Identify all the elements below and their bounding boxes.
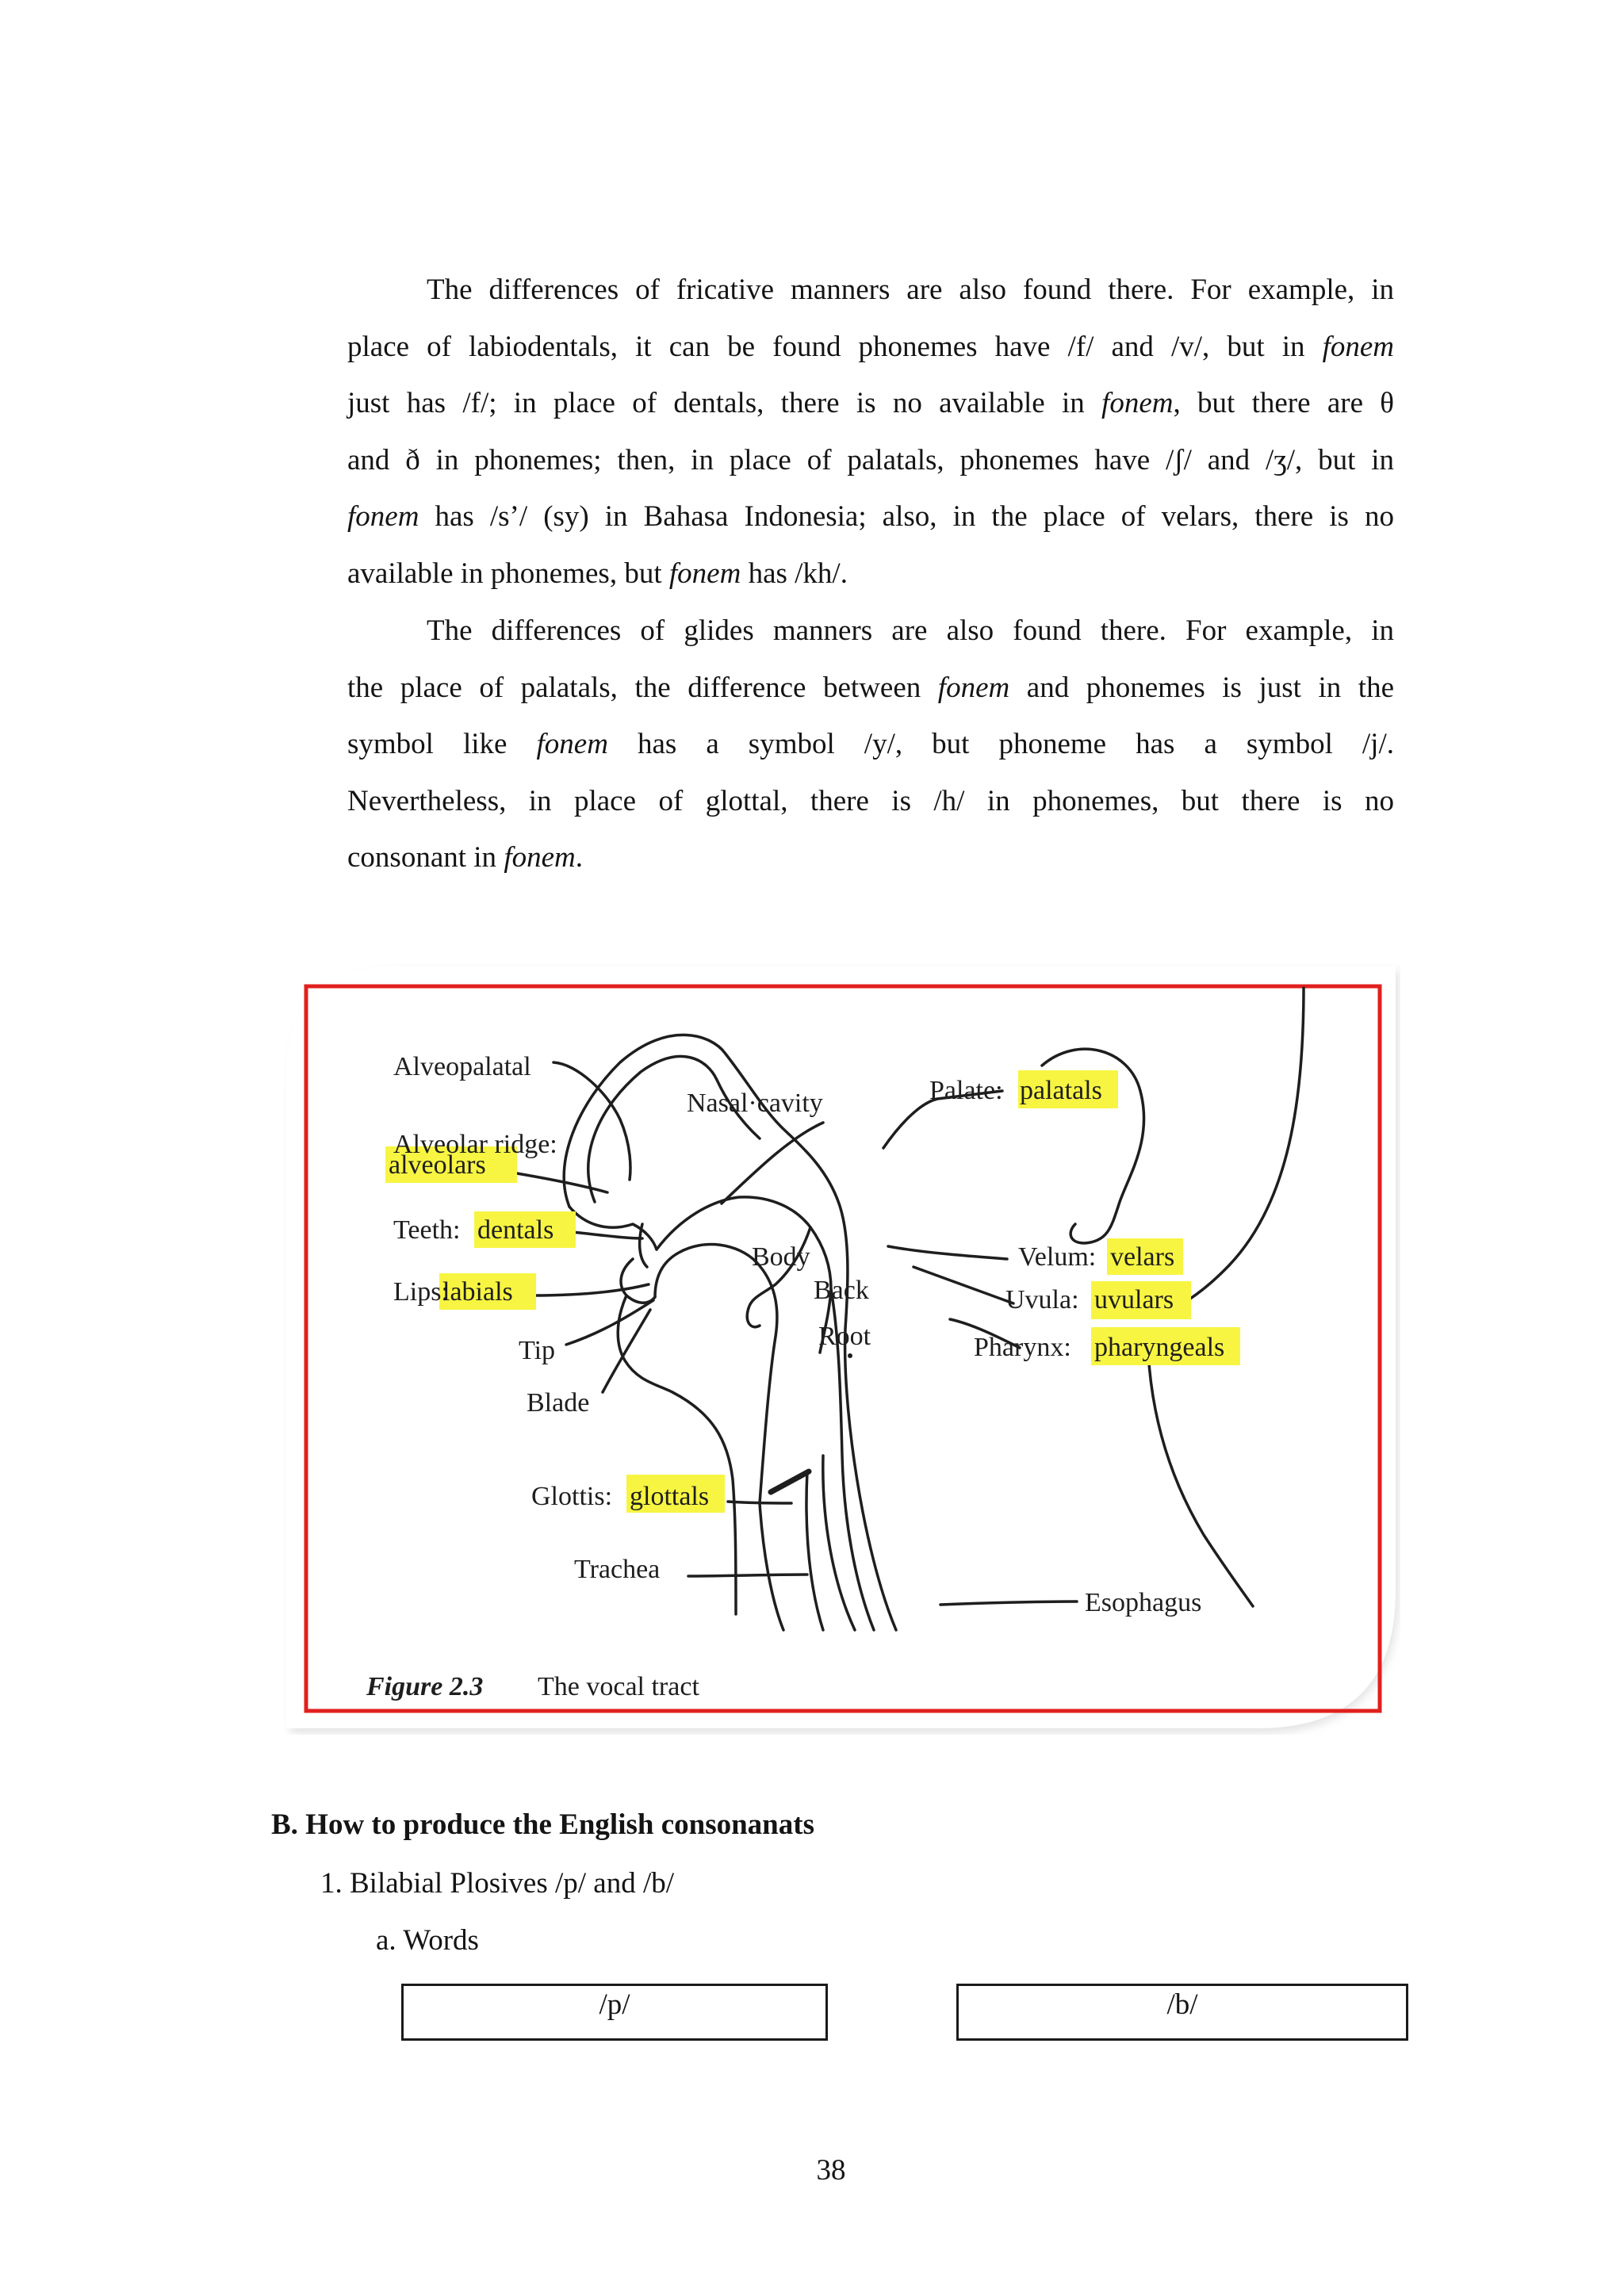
label-teeth: Teeth:	[393, 1215, 461, 1245]
paragraph-glides	[347, 603, 1394, 886]
text-line: The differences of glides manners are also found there. For example, in	[427, 614, 1394, 647]
label-uvulars: uvulars	[1094, 1285, 1174, 1314]
label-alveolar-ridge: Alveolar ridge:	[393, 1130, 557, 1159]
label-palate: Palate:	[929, 1076, 1003, 1105]
label-uvula: Uvula:	[1005, 1285, 1079, 1314]
paragraph-fricatives	[347, 262, 1394, 603]
text-line: symbol like fonem has a symbol /y/, but phoneme has a symbol /j/.	[347, 728, 1394, 761]
label-esophagus: Esophagus	[1085, 1588, 1202, 1617]
table-header-b	[956, 1984, 1408, 2041]
label-blade: Blade	[527, 1388, 590, 1418]
table-header-p	[401, 1984, 828, 2041]
text-line: The differences of fricative manners are also found there. For example, in	[427, 274, 1394, 306]
text-line: just has /f/; in place of dentals, there is no available in fonem, but there are θ	[347, 387, 1395, 420]
text-line: Nevertheless, in place of glottal, there is /h/ in phonemes, but there is no	[347, 784, 1394, 817]
label-body: Body	[752, 1242, 810, 1272]
label-root: Root	[818, 1322, 871, 1351]
label-trachea: Trachea	[574, 1555, 661, 1584]
label-glottis: Glottis:	[531, 1482, 613, 1511]
label-pharynx: Pharynx:	[974, 1333, 1071, 1362]
label-alveolars: alveolars	[389, 1150, 486, 1180]
text-line: place of labiodentals, it can be found phonemes have /f/ and /v/, but in fonem	[347, 330, 1394, 363]
section-heading: B. How to produce the English consonanats	[271, 1808, 814, 1841]
label-back: Back	[814, 1276, 869, 1305]
text-line: and ð in phonemes; then, in place of palatals, phonemes have /ʃ/ and /ʒ/, but in	[347, 443, 1394, 476]
label-nasal-cavity: Nasal·cavity	[687, 1089, 823, 1118]
text-line: the place of palatals, the difference between fonem and phonemes is just in the	[347, 671, 1394, 704]
label-dentals: dentals	[477, 1215, 554, 1245]
table-header-b-label: /b/	[1166, 1988, 1198, 2021]
figure-caption-label: Figure 2.3	[366, 1672, 484, 1701]
figure-caption-text: The vocal tract	[538, 1672, 699, 1701]
list-item-bilabial: 1. Bilabial Plosives /p/ and /b/	[320, 1867, 675, 1900]
vocal-tract-figure	[284, 964, 1400, 1735]
page-number: 38	[816, 2154, 846, 2187]
label-lips: Lips:	[393, 1277, 449, 1307]
text-line: consonant in fonem.	[347, 841, 583, 874]
label-labials: labials	[442, 1277, 513, 1307]
text-line: available in phonemes, but fonem has /kh/.	[347, 557, 848, 590]
label-alveopalatal: Alveopalatal	[393, 1052, 531, 1081]
label-palatals: palatals	[1020, 1076, 1102, 1105]
list-item-words: a. Words	[376, 1924, 479, 1957]
label-pharyngeals: pharyngeals	[1094, 1333, 1225, 1362]
text-line: fonem has /s’/ (sy) in Bahasa Indonesia; also, in the place of velars, there is no	[347, 500, 1394, 534]
vocal-tract-diagram	[284, 964, 1400, 1735]
label-glottals: glottals	[630, 1482, 710, 1511]
table-header-p-label: /p/	[599, 1988, 630, 2021]
label-velum: Velum:	[1018, 1242, 1097, 1272]
label-velars: velars	[1110, 1242, 1175, 1272]
label-tip: Tip	[519, 1336, 556, 1365]
